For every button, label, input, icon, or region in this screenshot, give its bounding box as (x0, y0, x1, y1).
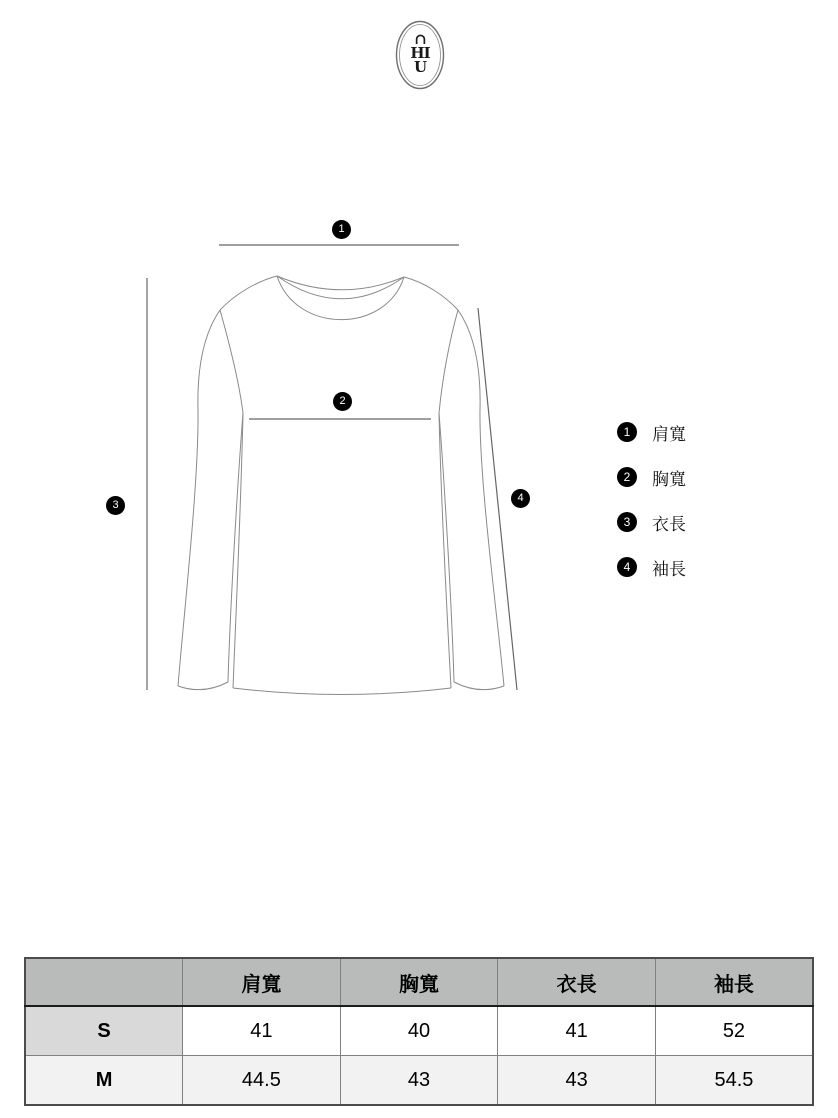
monogram-middle: HI (410, 44, 430, 62)
size-row-m (25, 1056, 813, 1106)
value-m-sleeve: 54.5 (655, 1056, 813, 1106)
value-m-chest: 43 (340, 1056, 498, 1106)
size-table-header-row (25, 958, 813, 1006)
left-cuff-line (178, 682, 228, 690)
measurement-badge-2: 2 (333, 392, 352, 411)
header-cell-chest-width: 胸寬 (340, 958, 498, 1006)
legend-item-shoulder-width (617, 422, 686, 442)
legend-badge-2: 2 (617, 467, 637, 487)
legend-item-body-length (617, 512, 686, 532)
monogram-top: ∩ (414, 30, 426, 48)
left-shoulder-line (220, 276, 277, 310)
value-s-sleeve: 52 (655, 1006, 813, 1056)
legend-label-body-length: 衣長 (652, 514, 686, 534)
right-sleeve-inner-seam (439, 413, 454, 682)
legend-badge-4: 4 (617, 557, 637, 577)
value-s-shoulder: 41 (183, 1006, 341, 1056)
header-cell-shoulder-width: 肩寬 (183, 958, 341, 1006)
left-armhole-seam (220, 310, 243, 413)
header-cell-body-length: 衣長 (498, 958, 656, 1006)
right-shoulder-line (404, 277, 458, 310)
header-cell-size (25, 958, 183, 1006)
hem-line (233, 688, 451, 695)
right-armhole-seam (439, 310, 458, 413)
value-s-length: 41 (498, 1006, 656, 1056)
size-row-s (25, 1006, 813, 1056)
header-cell-sleeve-length: 袖長 (655, 958, 813, 1006)
left-sleeve-inner-seam (228, 413, 243, 682)
legend-label-sleeve-length: 袖長 (652, 559, 686, 579)
legend-label-shoulder-width: 肩寬 (652, 424, 686, 444)
legend-item-sleeve-length (617, 557, 686, 577)
left-body-side-seam (233, 413, 243, 688)
measurement-badge-3: 3 (106, 496, 125, 515)
legend-badge-3: 3 (617, 512, 637, 532)
legend-item-chest-width (617, 467, 686, 487)
size-label-m: M (25, 1056, 183, 1106)
measurement-lines (147, 245, 517, 690)
right-cuff-line (454, 682, 504, 690)
size-label-s: S (25, 1006, 183, 1056)
collar-band-line (277, 276, 404, 299)
right-body-side-seam (439, 413, 451, 688)
legend-badge-1: 1 (617, 422, 637, 442)
measurement-badge-4: 4 (511, 489, 530, 508)
shirt-line-drawing (178, 276, 504, 695)
measurement-badge-1: 1 (332, 220, 351, 239)
measurement-legend (617, 422, 686, 602)
legend-label-chest-width: 胸寬 (652, 469, 686, 489)
left-sleeve-outer-edge (178, 310, 220, 686)
monogram-bottom: U (413, 58, 427, 76)
value-m-length: 43 (498, 1056, 656, 1106)
size-table (24, 957, 814, 1106)
value-s-chest: 40 (340, 1006, 498, 1056)
value-m-shoulder: 44.5 (183, 1056, 341, 1106)
